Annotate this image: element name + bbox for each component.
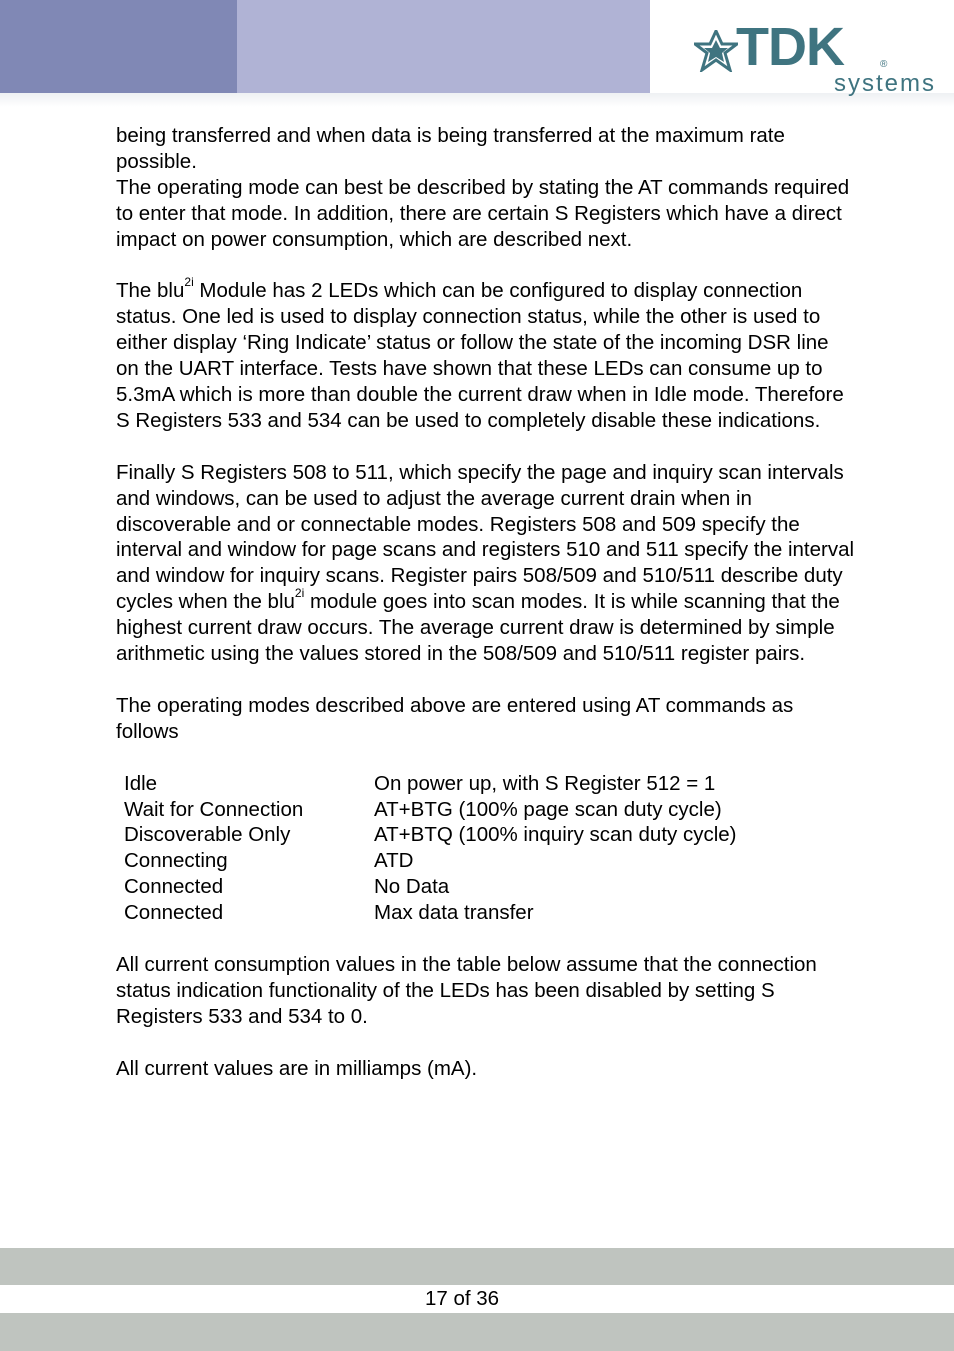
paragraph-continued: being transferred and when data is being transferred at the maximum rate possible. <box>116 124 785 173</box>
table-row <box>124 874 737 900</box>
header-band-dark <box>0 0 237 93</box>
paragraph-leds <box>116 275 856 433</box>
table-row <box>124 900 737 926</box>
logo-subtitle: systems <box>834 70 937 97</box>
text-fragment: Finally S Registers 508 to 511, which specify the page and inquiry scan intervals and windows, can be used to adjust the average current drain when in discoverable and or connectable modes. Registers 508 and 509 specify the interval and window for page scans and registers 510 and 511 specify the interval and window for inquiry scans. Register pairs 508/509 and 510/511 describe duty cycles when the blu <box>116 460 855 614</box>
page-number: 17 of 36 <box>424 1287 500 1310</box>
tdk-logo <box>694 17 944 106</box>
tdk-star-icon <box>694 30 738 72</box>
logo-wordmark: TDK <box>736 17 844 77</box>
text-fragment: The blu <box>116 279 185 303</box>
command-cell: On power up, with S Register 512 = 1 <box>374 771 716 795</box>
command-cell: Max data transfer <box>374 901 534 925</box>
command-cell: ATD <box>374 849 414 873</box>
table-row <box>124 797 737 823</box>
command-cell: AT+BTQ (100% inquiry scan duty cycle) <box>374 823 737 847</box>
page-content <box>116 123 856 1107</box>
table-row <box>124 848 737 874</box>
paragraph-led-disabled-note: All current consumption values in the table below assume that the connection status indication functionality of the LEDs has been disabled by setting S Registers 533 and 534 to 0. <box>116 952 817 1028</box>
mode-cell: Discoverable Only <box>124 823 291 847</box>
superscript: 2i <box>184 275 194 290</box>
mode-cell: Connecting <box>124 849 228 873</box>
mode-cell: Idle <box>124 771 158 795</box>
text-fragment: Module has 2 LEDs which can be configured to display connection status. One led is used to display connection status, while the other is used to either display ‘Ring Indicate’ status or follow the state of the incoming DSR line on the UART interface. Tests have shown that these LEDs can consume up to 5.3mA which is more than double the current draw when in Idle mode. Therefore S Registers 533 and 534 can be used to completely disable these indications. <box>116 279 844 432</box>
header-band-light <box>237 0 650 93</box>
paragraph-registers <box>116 460 856 667</box>
logo-registered-mark: ® <box>880 59 888 70</box>
command-cell: No Data <box>374 875 450 899</box>
table-row <box>124 771 737 797</box>
modes-table <box>124 771 737 926</box>
mode-cell: Connected <box>124 875 224 899</box>
table-row <box>124 822 737 848</box>
mode-cell: Wait for Connection <box>124 797 304 821</box>
command-cell: AT+BTG (100% page scan duty cycle) <box>374 797 722 821</box>
mode-cell: Connected <box>124 901 224 925</box>
superscript: 2i <box>294 586 305 601</box>
text-fragment: module goes into scan modes. It is while scanning that the highest current draw occurs. The average current draw is determined by simple arithmetic using the values stored in the 508/509 and 510/511 register pairs. <box>116 590 840 666</box>
footer-band-top <box>0 1248 954 1285</box>
footer-band-bottom <box>0 1313 954 1351</box>
paragraph-modes-intro: The operating modes described above are entered using AT commands as follows <box>116 693 794 743</box>
paragraph-operating-mode: The operating mode can best be described by stating the AT commands required to enter that mode. In addition, there are certain S Registers which have a direct impact on power consumption, which are described next. <box>116 175 850 251</box>
paragraph-units-note: All current values are in milliamps (mA). <box>116 1056 478 1080</box>
